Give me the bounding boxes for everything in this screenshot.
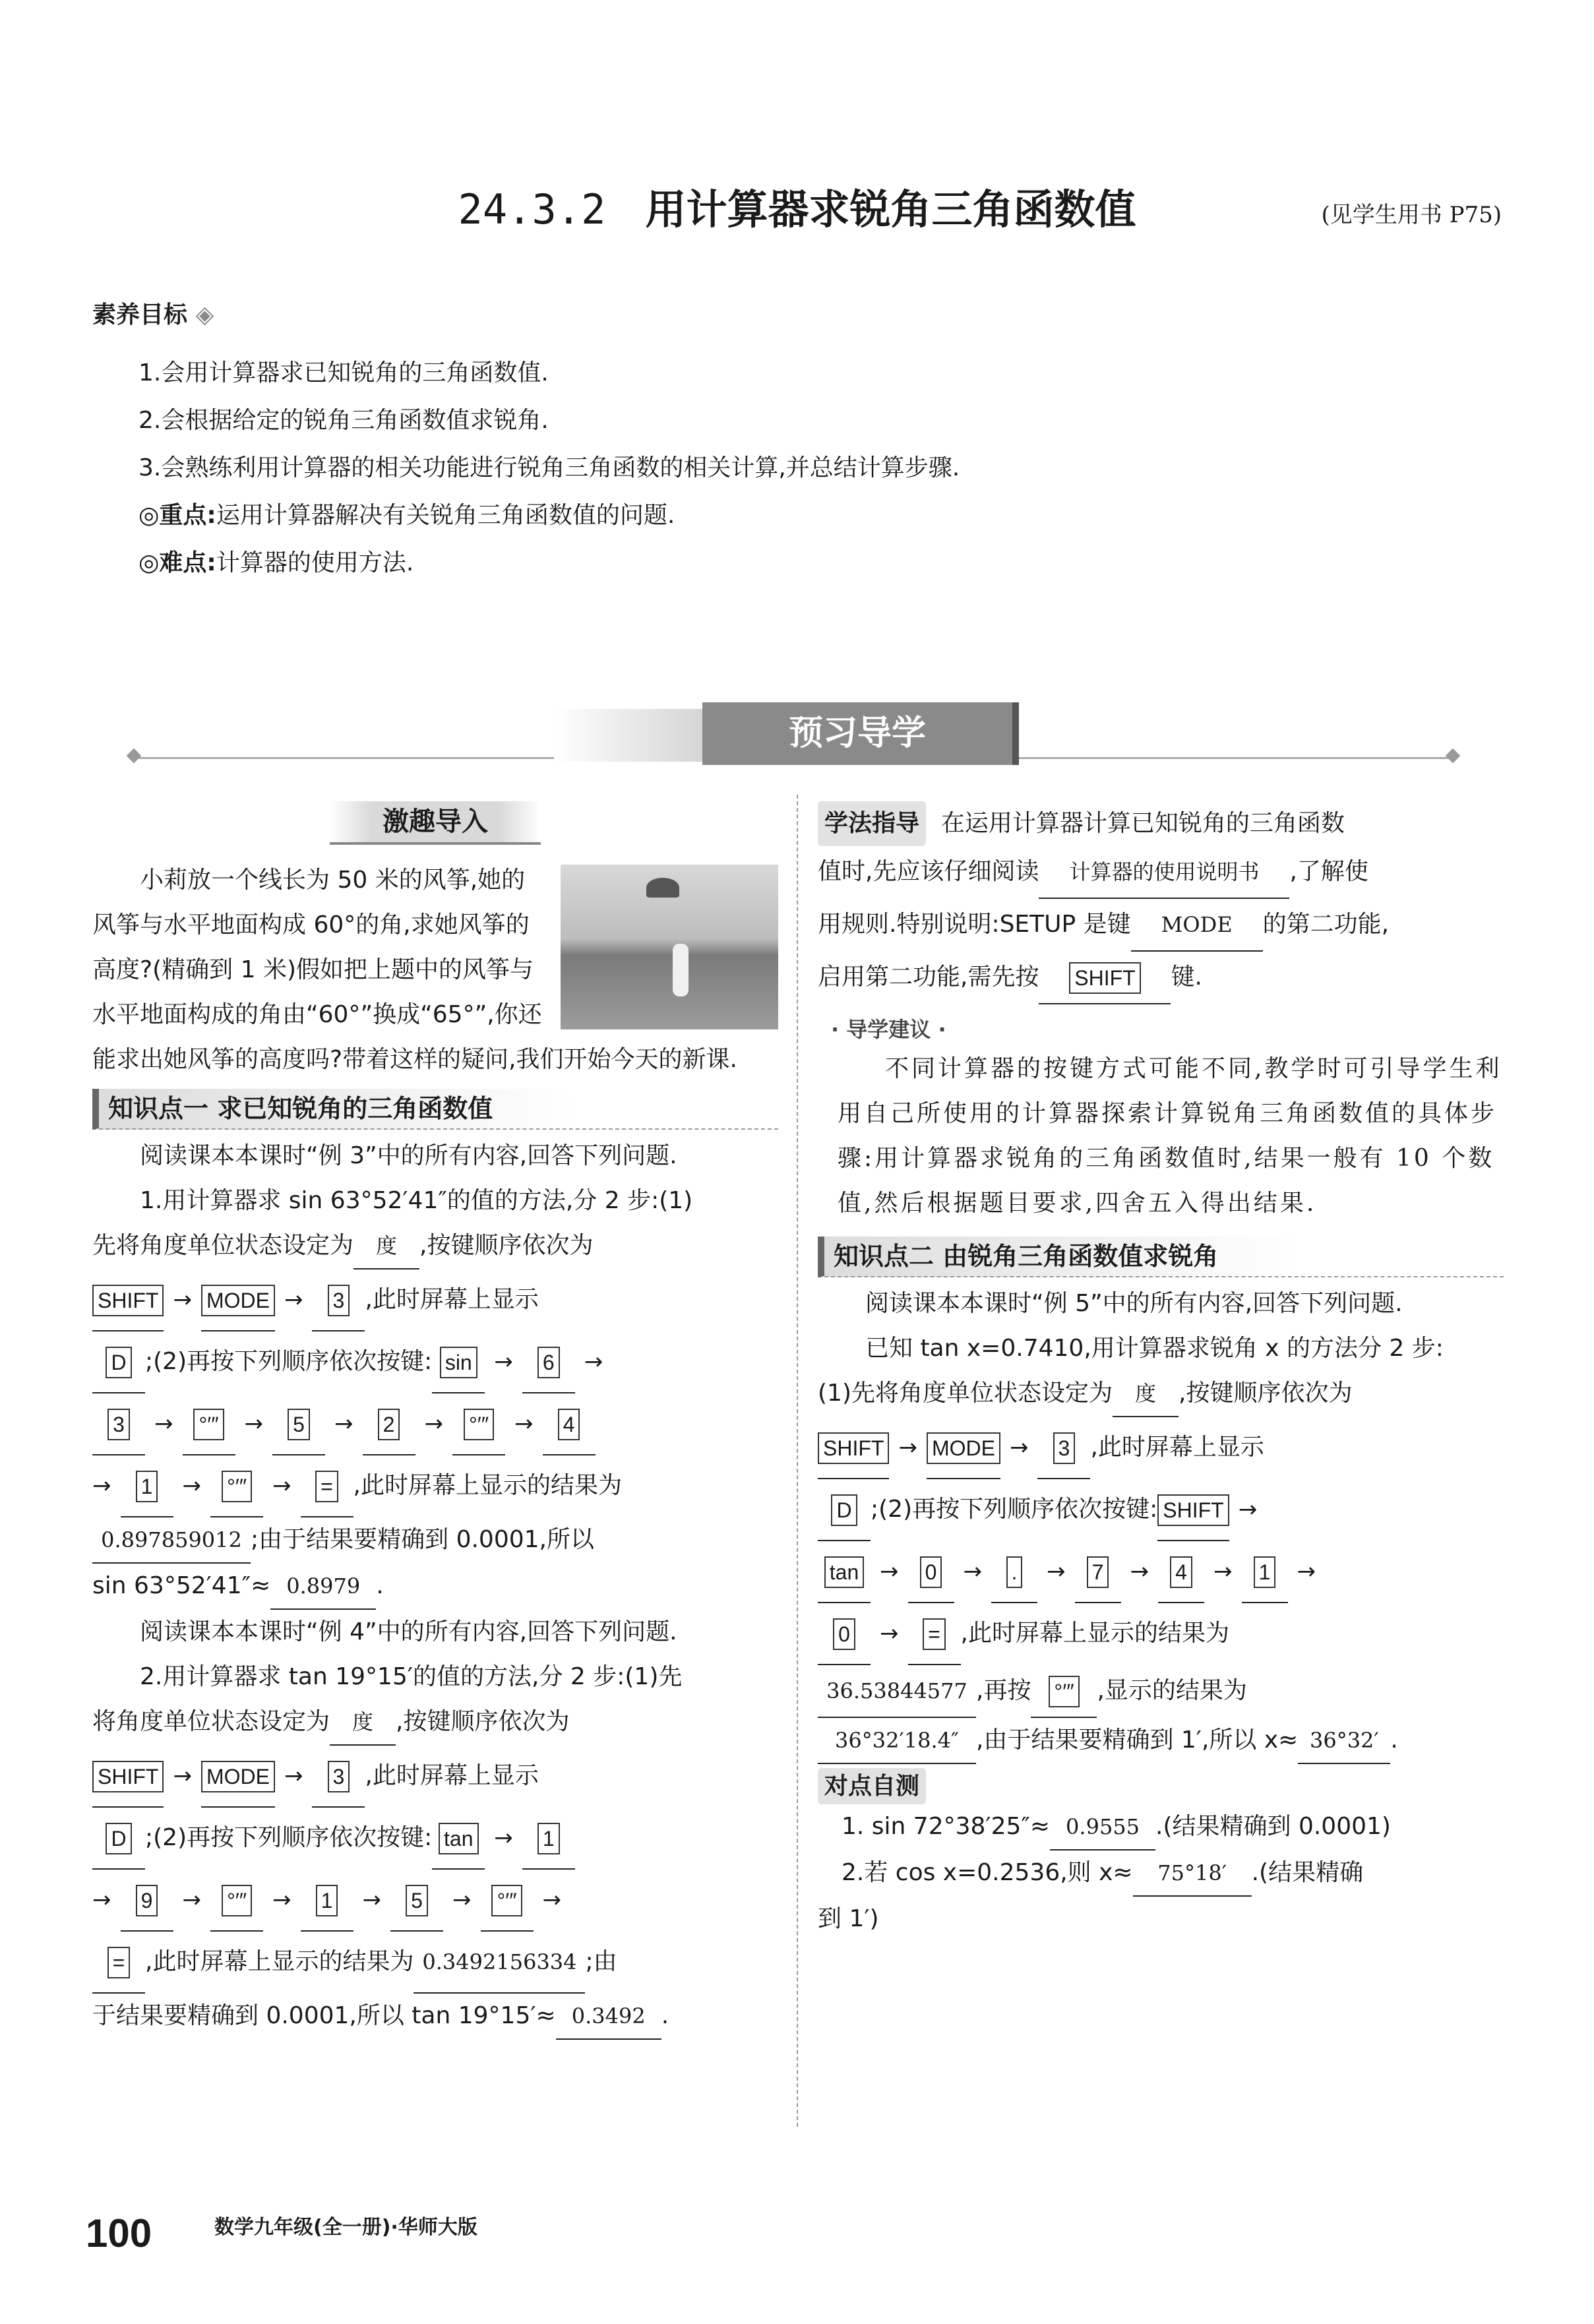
banner-shade — [554, 709, 725, 762]
dms-key: °′″ — [1049, 1676, 1079, 1707]
self-test-2-cont: 到 1′) — [818, 1905, 879, 1933]
key-1: 1 — [136, 1471, 158, 1502]
mode-key: MODE — [201, 1761, 275, 1792]
key-sequence-row: D ;(2)再按下列顺序依次按键: sin → 6 → — [92, 1331, 778, 1393]
question-2-line: 将角度单位状态设定为 度 ,按键顺序依次为 — [92, 1699, 778, 1746]
book-reference: (见学生用书 P75) — [1321, 202, 1502, 228]
result-line: = ,此时屏幕上显示的结果为 0.3492156334 ;由 — [92, 1932, 778, 1994]
key-5: 5 — [288, 1409, 310, 1440]
key-1: 1 — [537, 1823, 560, 1854]
answer-blank: 度 — [353, 1223, 419, 1269]
goal-item: 3.会熟练利用计算器的相关功能进行锐角三角函数的相关计算,并总结计算步骤. — [138, 454, 960, 481]
knowledge-point-1: 知识点一 求已知锐角的三角函数值 — [92, 1089, 778, 1130]
shift-key: SHIFT — [92, 1285, 164, 1316]
diamond-icon — [1446, 749, 1461, 764]
sin-key: sin — [440, 1347, 477, 1378]
left-column — [92, 801, 778, 2040]
key-6: 6 — [537, 1347, 560, 1378]
self-test-1: 1. sin 72°38′25″≈ 0.9555 .(结果精确到 0.0001) — [818, 1804, 1504, 1850]
question-1-line: 先将角度单位状态设定为 度 ,按键顺序依次为 — [92, 1223, 778, 1269]
question-3: 已知 tan x=0.7410,用计算器求锐角 x 的方法分 2 步: — [865, 1334, 1444, 1362]
result-line: 36.53844577 ,再按 °′″ ,显示的结果为 — [818, 1665, 1504, 1718]
key-3: 3 — [1053, 1432, 1076, 1464]
key-dot: . — [1006, 1556, 1023, 1588]
arrow-right-icon: → — [173, 1287, 192, 1313]
display-d: D — [106, 1347, 131, 1378]
key-0: 0 — [920, 1556, 942, 1588]
key-1: 1 — [316, 1885, 338, 1916]
goal-item: 1.会用计算器求已知锐角的三角函数值. — [138, 359, 549, 386]
key-4: 4 — [558, 1409, 580, 1440]
diamond-icon — [127, 749, 142, 764]
suggest-text: 不同计算器的按键方式可能不同,教学时可引导学生利用自己所使用的计算器探索计算锐角三角函数值的具体步骤:用计算器求锐角的三角函数值时,结果一般有 10 个数值,然后根据题目要求,四舍五入得出结果. — [838, 1055, 1502, 1217]
dms-key: °′″ — [491, 1885, 522, 1916]
key-sequence-row: SHIFT → MODE → 3 ,此时屏幕上显示 — [818, 1417, 1504, 1479]
result-line: 0 → = ,此时屏幕上显示的结果为 — [818, 1603, 1504, 1665]
display-d: D — [106, 1823, 131, 1854]
key-sequence-row: SHIFT → MODE → 3 ,此时屏幕上显示 — [92, 1269, 778, 1331]
answer-blank: 0.3492156334 — [414, 1932, 585, 1994]
key-3: 3 — [328, 1285, 350, 1316]
question-1: 1.用计算器求 sin 63°52′41″的值的方法,分 2 步:(1) — [140, 1187, 693, 1214]
kite-icon — [646, 878, 679, 898]
difficulty-point: ◎难点:计算器的使用方法. — [138, 549, 414, 576]
answer-blank: 0.3492 — [556, 1994, 661, 2040]
result-line: 于结果要精确到 0.0001,所以 tan 19°15′≈ 0.3492 . — [92, 1994, 778, 2040]
dms-key: °′″ — [222, 1471, 252, 1502]
dms-key: °′″ — [464, 1409, 494, 1440]
question-3-line: (1)先将角度单位状态设定为 度 ,按键顺序依次为 — [818, 1371, 1504, 1417]
key-sequence-row: → 9 → °′″ → 1 → 5 → °′″ → — [92, 1870, 778, 1932]
right-column — [818, 801, 1504, 1942]
guide-line: 值时,先应该仔细阅读 计算器的使用说明书 ,了解使 — [818, 846, 1504, 899]
shift-key: SHIFT — [818, 1432, 889, 1464]
result-line: 0.897859012 ;由于结果要精确到 0.0001,所以 — [92, 1517, 778, 1564]
key-4: 4 — [1170, 1556, 1192, 1588]
page-number: 100 — [86, 2211, 152, 2255]
knowledge-point-2: 知识点二 由锐角三角函数值求锐角 — [818, 1237, 1504, 1277]
goal-item: 2.会根据给定的锐角三角函数值求锐角. — [138, 407, 549, 434]
column-divider — [797, 795, 798, 2127]
guide-tag: 学法指导 — [818, 801, 926, 846]
answer-blank: 0.9555 — [1050, 1804, 1155, 1850]
answer-blank: 36.53844577 — [818, 1665, 976, 1718]
answer-blank: 36°32′ — [1298, 1718, 1390, 1764]
suggest-title: · 导学建议 · — [831, 1017, 946, 1042]
key-sequence-row: D ;(2)再按下列顺序依次按键: tan → 1 — [92, 1808, 778, 1870]
goals-label: 素养目标 ◈ — [92, 301, 214, 328]
key-5: 5 — [406, 1885, 428, 1916]
answer-blank: 0.897859012 — [92, 1517, 251, 1564]
arrow-right-icon: → — [284, 1287, 303, 1313]
key-3: 3 — [107, 1409, 130, 1440]
dms-key: °′″ — [222, 1885, 252, 1916]
self-test-2: 2.若 cos x=0.2536,则 x≈ 75°18′ .(结果精确 — [818, 1850, 1504, 1897]
key-1: 1 — [1254, 1556, 1276, 1588]
key-point: ◎重点:运用计算器解决有关锐角三角函数值的问题. — [138, 502, 675, 529]
key-sequence-row: tan → 0 → . → 7 → 4 → 1 → — [818, 1541, 1504, 1603]
shift-key: SHIFT — [92, 1761, 164, 1792]
question-2: 2.用计算器求 tan 19°15′的值的方法,分 2 步:(1)先 — [140, 1663, 683, 1690]
display-d: D — [831, 1494, 857, 1526]
key-sequence-row: SHIFT → MODE → 3 ,此时屏幕上显示 — [92, 1746, 778, 1808]
result-line: 36°32′18.4″ ,由于结果要精确到 1′,所以 x≈ 36°32′ . — [818, 1718, 1504, 1764]
shift-key: SHIFT — [1157, 1494, 1229, 1526]
shift-key: SHIFT — [1069, 962, 1140, 994]
read-instruction: 阅读课本本课时“例 5”中的所有内容,回答下列问题. — [865, 1289, 1403, 1317]
read-instruction: 阅读课本本课时“例 4”中的所有内容,回答下列问题. — [140, 1618, 677, 1645]
diamond-icon: ◈ — [195, 301, 214, 328]
key-9: 9 — [136, 1885, 158, 1916]
section-banner: 预习导学 — [702, 702, 1019, 765]
person-figure — [673, 944, 689, 996]
section-title: 用计算器求锐角三角函数值 — [645, 185, 1136, 233]
key-7: 7 — [1087, 1556, 1109, 1588]
key-3: 3 — [328, 1761, 350, 1792]
answer-blank: 度 — [330, 1699, 396, 1746]
read-instruction: 阅读课本本课时“例 3”中的所有内容,回答下列问题. — [140, 1142, 677, 1169]
result-line: sin 63°52′41″≈ 0.8979 . — [92, 1564, 778, 1610]
answer-blank: 75°18′ — [1133, 1850, 1252, 1897]
guide-line: 启用第二功能,需先按 SHIFT 键. — [818, 952, 1504, 1004]
dms-key: °′″ — [193, 1409, 224, 1440]
answer-blank: 36°32′18.4″ — [818, 1718, 976, 1764]
mode-key: MODE — [201, 1285, 275, 1316]
kite-photo — [561, 865, 778, 1029]
answer-blank: MODE — [1131, 899, 1263, 952]
key-0: 0 — [833, 1618, 855, 1650]
tan-key: tan — [824, 1556, 864, 1588]
goals-list — [138, 350, 1457, 587]
tan-key: tan — [439, 1823, 478, 1854]
equals-key: = — [923, 1618, 946, 1650]
guide-line: 学法指导 在运用计算器计算已知锐角的三角函数 — [818, 801, 1504, 846]
equals-key: = — [315, 1471, 338, 1502]
intro-text: 小莉放一个线长为 50 米的风筝,她的风筝与水平地面构成 60°的角,求她风筝的高度?(精确到 1 米)假如把上题中的风筝与水平地面构成的角由“60°”换成“65°”,你还能求出她风筝的高度吗?带着这样的疑问,我们开始今天的新课. — [92, 867, 737, 1073]
key-2: 2 — [378, 1409, 400, 1440]
intro-title: 激趣导入 — [330, 801, 541, 845]
key-sequence-row: 3 → °′″ → 5 → 2 → °′″ → 4 — [92, 1393, 778, 1455]
guide-line: 用规则.特别说明:SETUP 是键 MODE 的第二功能, — [818, 899, 1504, 952]
book-title: 数学九年级(全一册)·华师大版 — [214, 2216, 477, 2239]
mode-key: MODE — [927, 1432, 1000, 1464]
key-sequence-row: → 1 → °′″ → = ,此时屏幕上显示的结果为 — [92, 1455, 778, 1517]
answer-blank: 0.8979 — [270, 1564, 376, 1610]
answer-blank: 计算器的使用说明书 — [1039, 846, 1289, 899]
equals-key: = — [107, 1947, 131, 1978]
answer-blank: 度 — [1113, 1371, 1179, 1417]
section-number: 24.3.2 — [458, 185, 606, 233]
key-sequence-row: D ;(2)再按下列顺序依次按键: SHIFT → — [818, 1479, 1504, 1541]
self-test-tag: 对点自测 — [818, 1768, 926, 1805]
